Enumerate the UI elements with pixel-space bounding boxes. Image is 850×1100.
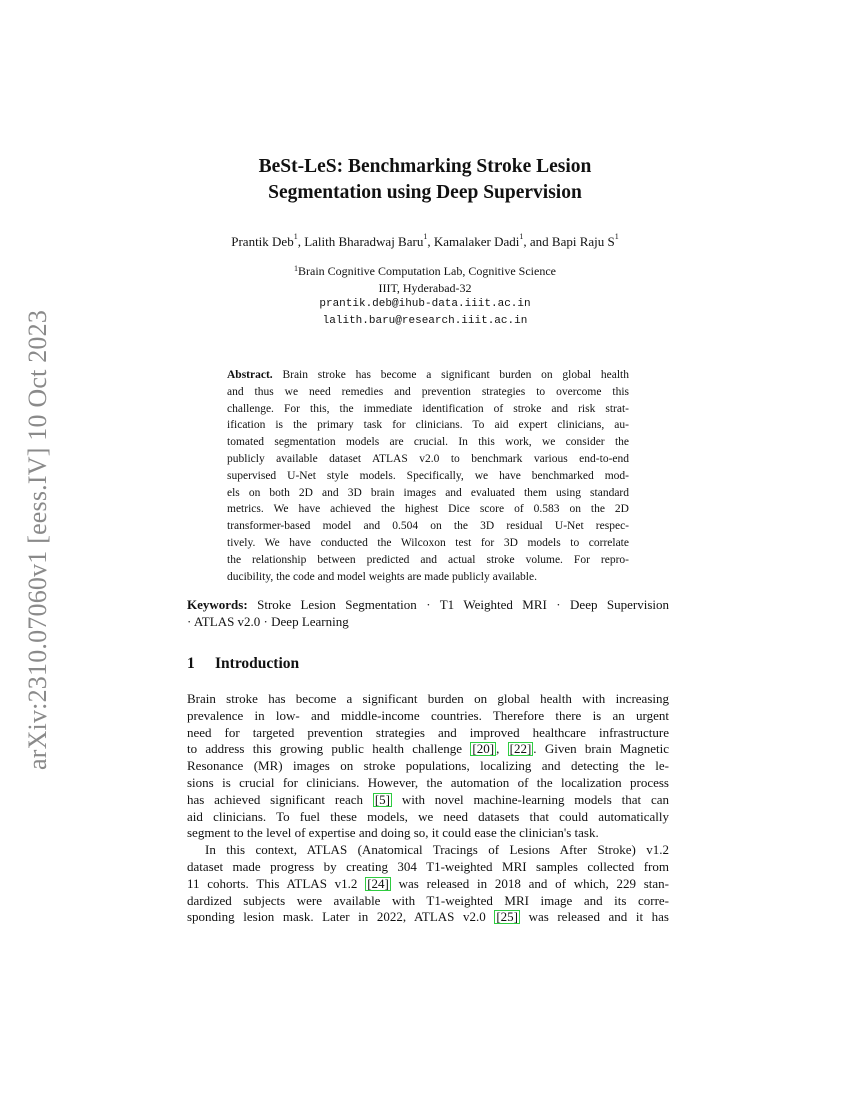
citation-link[interactable]: [25] [496, 909, 518, 925]
body-line: dataset made progress by creating 304 T1-weighted MRI samples collected from [187, 858, 669, 874]
paper-title [160, 154, 690, 206]
abstract-line: supervised U-Net style models. Specifically, we have benchmarked mod- [227, 469, 629, 482]
title-line-1: BeSt-LeS: Benchmarking Stroke Lesion [258, 156, 592, 177]
email-1: prantik.deb@ihub-data.iiit.ac.in [319, 298, 531, 310]
abstract-line: tively. We have conducted the Wilcoxon test for 3D models to correlate [227, 536, 629, 549]
body-line: prevalence in low- and middle-income countries. Therefore there is an urgent [187, 707, 669, 723]
body-line: need for targeted prevention strategies and improved healthcare infrastructure [187, 724, 669, 740]
author-separator: , and [523, 234, 552, 249]
author-name: Bapi Raju S [551, 234, 615, 249]
body-line: Brain stroke has become a significant burden on global health with increasing [187, 691, 669, 706]
keywords-label: Keywords: [187, 597, 248, 612]
keywords [187, 596, 669, 630]
body-line: sions is crucial for clinicians. However, the automation of the localization process [187, 774, 669, 790]
author-separator: , [427, 234, 434, 249]
abstract-line: metrics. We have achieved the highest Dice score of 0.583 on the 2D [227, 503, 629, 516]
citation-link[interactable]: [24] [367, 875, 389, 891]
abstract-line: ification is the primary task for clinicians. To aid expert clinicians, au- [227, 419, 629, 432]
abstract-line: publicly available dataset ATLAS v2.0 to benchmark various end-to-end [227, 452, 629, 465]
abstract-line: ducibility, the code and model weights are made publicly available. [227, 570, 537, 583]
body-line: segment to the level of expertise and doing so, it could ease the clinician's task. [187, 825, 599, 841]
author-affil-mark: 1 [293, 232, 298, 241]
citation-link[interactable]: [5] [374, 791, 391, 807]
affil-mark: 1 [294, 264, 299, 273]
author-name: Lalith Bharadwaj Baru [304, 234, 424, 249]
body-line: dardized subjects were available with T1-weighted MRI image and its corre- [187, 892, 669, 908]
body-line: has achieved significant reach [5] with novel machine-learning models that can [187, 791, 669, 807]
author-list [140, 234, 710, 250]
author-name: Prantik Deb [231, 234, 294, 249]
section-heading [187, 655, 299, 673]
title-line-2: Segmentation using Deep Supervision [268, 182, 582, 203]
author-affil-mark: 1 [423, 232, 428, 241]
abstract [227, 368, 629, 586]
abstract-line: tomated segmentation models are crucial. In this work, we consider the [227, 436, 629, 449]
body-line: aid clinicians. To fuel these models, we need datasets that could automatically [187, 808, 669, 824]
abstract-line: and thus we need remedies and prevention strategies to overcome this [227, 385, 629, 398]
author-separator: , [297, 234, 305, 249]
body-text [187, 691, 669, 926]
author-affil-mark: 1 [614, 232, 619, 241]
abstract-label: Abstract. [227, 369, 273, 381]
affil-line-1: Brain Cognitive Computation Lab, Cognitive Science [298, 264, 556, 278]
affiliation-block [200, 263, 650, 329]
abstract-line: the relationship between predicted and actual stroke volume. For repro- [227, 553, 629, 566]
abstract-line: Brain stroke has become a significant burden on global health [282, 369, 629, 381]
email-2: lalith.baru@research.iiit.ac.in [322, 314, 528, 327]
abstract-line: transformer-based model and 0.504 on the 3D residual U-Net respec- [227, 520, 629, 533]
section-title: Introduction [215, 655, 300, 672]
abstract-line: challenge. For this, the immediate identification of stroke and risk strat- [227, 402, 629, 415]
keywords-line-1: Stroke Lesion Segmentation · T1 Weighted MRI · Deep Supervision [257, 597, 670, 612]
keywords-line-2: · ATLAS v2.0 · Deep Learning [187, 613, 349, 629]
arxiv-identifier: arXiv:2310.07060v1 [eess.IV] 10 Oct 2023 [23, 309, 52, 771]
author-name: Kamalaker Dadi [433, 234, 520, 249]
body-line: sponding lesion mask. Later in 2022, ATLAS v2.0 [25] was released and it has [187, 909, 669, 925]
section-number: 1 [187, 655, 195, 672]
body-line: Resonance (MR) images on stroke populations, localizing and detecting the le- [187, 758, 669, 774]
arxiv-sidebar [16, 290, 60, 790]
abstract-line: els on both 2D and 3D brain images and evaluated them using standard [227, 486, 629, 499]
body-line: In this context, ATLAS (Anatomical Tracings of Lesions After Stroke) v1.2 [205, 842, 669, 858]
citation-link[interactable]: [22] [509, 741, 532, 757]
body-line: 11 cohorts. This ATLAS v1.2 [24] was released in 2018 and of which, 229 stan- [187, 875, 670, 891]
affil-line-2: IIIT, Hyderabad-32 [378, 280, 472, 295]
body-line: to address this growing public health challenge [20] , [22] . Given brain Magnetic [187, 741, 670, 757]
citation-link[interactable]: [20] [472, 741, 495, 757]
author-affil-mark: 1 [519, 232, 524, 241]
